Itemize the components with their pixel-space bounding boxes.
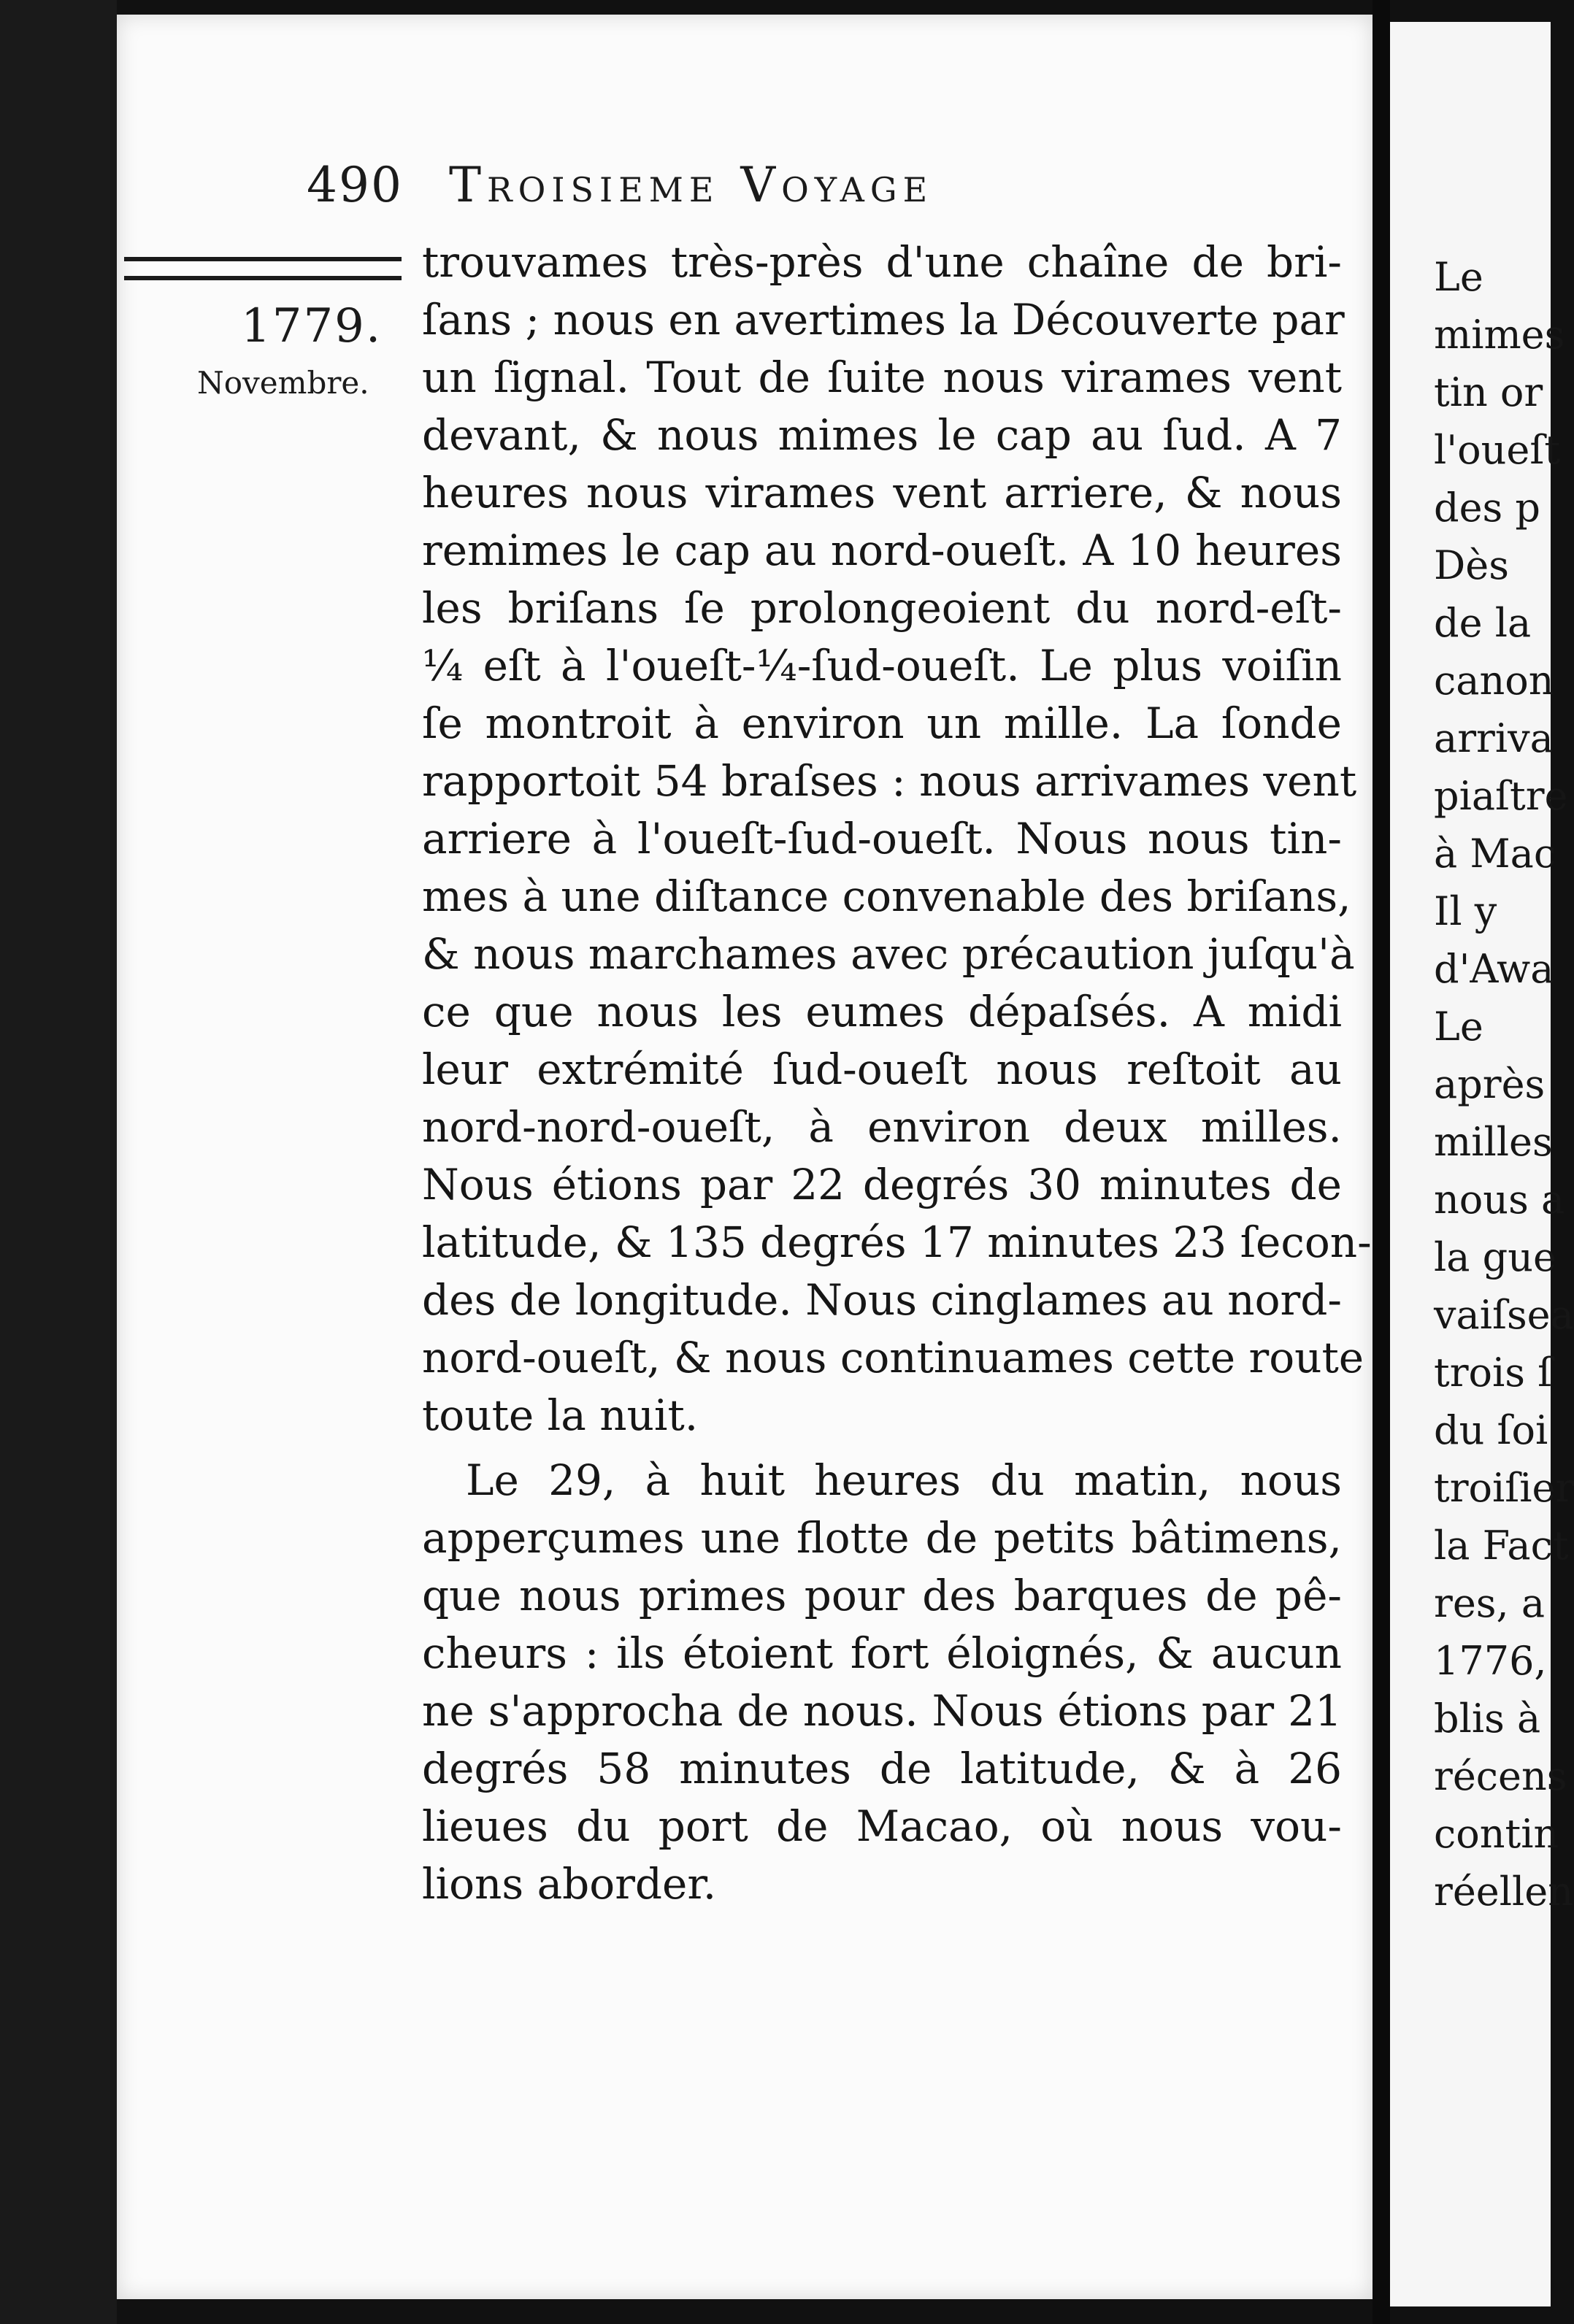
paragraph-2 [422, 1452, 1342, 1913]
text-line: nord-nord-oueſt, à environ deux milles. [422, 1102, 1342, 1152]
text-line: cheurs : ils étoient fort éloignés, & aucun [422, 1628, 1342, 1678]
text-line: la gue [1434, 1234, 1556, 1280]
text-line: Le 29, à huit heures du matin, nous [466, 1455, 1342, 1505]
text-line: à Mac [1434, 831, 1556, 877]
text-line: arriva [1434, 715, 1554, 761]
text-line: après [1434, 1061, 1546, 1107]
text-line: leur extrémité ſud-oueſt nous reſtoit au [422, 1044, 1342, 1094]
text-line: heures nous virames vent arriere, & nous [422, 468, 1342, 517]
text-line: mes à une diſtance convenable des briſans, [422, 872, 1351, 921]
text-line: blis à [1434, 1696, 1541, 1742]
text-line: vaiſsea [1434, 1292, 1574, 1338]
text-line: lions aborder. [422, 1859, 717, 1909]
text-line: récens [1434, 1753, 1567, 1799]
text-line: contin [1434, 1811, 1559, 1857]
paragraph-1 [422, 234, 1372, 1444]
text-line: toute la nuit. [422, 1390, 699, 1440]
text-line: piaſtre [1434, 773, 1568, 819]
margin-month: Novembre. [197, 365, 369, 401]
text-line: Dès [1434, 542, 1509, 588]
text-line: que nous primes pour des barques de pê- [422, 1571, 1342, 1620]
text-line: rapportoit 54 braſses : nous arrivames vent [422, 756, 1357, 806]
text-line: 1776, [1434, 1638, 1547, 1684]
text-line: Il y [1434, 888, 1497, 934]
text-line: ſans ; nous en avertimes la Découverte par [422, 295, 1345, 345]
text-line: milles [1434, 1119, 1553, 1165]
margin-year: 1779. [241, 299, 383, 353]
text-line: arriere à l'oueſt-ſud-oueſt. Nous nous tin- [422, 814, 1342, 863]
text-line: tin or [1434, 369, 1543, 415]
text-line: ſe montroit à environ un mille. La ſonde [422, 699, 1342, 748]
text-line: ¼ eſt à l'oueſt-¼-ſud-oueſt. Le plus voiſin [422, 641, 1342, 690]
text-line: canon [1434, 658, 1554, 704]
text-line: Nous étions par 22 degrés 30 minutes de [422, 1160, 1342, 1209]
text-line: & nous marchames avec précaution juſqu'à [422, 929, 1355, 979]
text-line: un ſignal. Tout de ſuite nous virames vent [422, 353, 1342, 402]
text-line: devant, & nous mimes le cap au ſud. A 7 [422, 410, 1342, 460]
text-line: apperçumes une flotte de petits bâtimens, [422, 1513, 1342, 1563]
page-number: 490 [307, 157, 403, 213]
text-line: nord-oueſt, & nous continuames cette route [422, 1333, 1364, 1382]
text-line: latitude, & 135 degrés 17 minutes 23 ſecon- [422, 1217, 1372, 1267]
facing-page [1390, 22, 1574, 2306]
text-line: réellen [1434, 1869, 1574, 1915]
text-line: Le [1434, 254, 1483, 300]
text-line: des de longitude. Nous cinglames au nord- [422, 1275, 1342, 1325]
text-line: l'oueſt [1434, 427, 1561, 473]
text-line: troiſier [1434, 1465, 1574, 1511]
text-line: degrés 58 minutes de latitude, & à 26 [422, 1744, 1342, 1793]
text-line: de la [1434, 600, 1532, 646]
text-line: ce que nous les eumes dépaſsés. A midi [422, 987, 1342, 1036]
text-line: trois ſ [1434, 1350, 1553, 1396]
text-line: Le [1434, 1004, 1483, 1050]
text-line: res, a [1434, 1580, 1546, 1626]
text-line: les briſans ſe prolongeoient du nord-eſt- [422, 583, 1342, 633]
text-line: d'Awa [1434, 946, 1554, 992]
text-line: mimes [1434, 312, 1565, 358]
scan-border [0, 0, 117, 2324]
facing-page-text [1434, 248, 1574, 1920]
text-line: ne s'approcha de nous. Nous étions par 21 [422, 1686, 1342, 1736]
margin-rule [124, 257, 402, 280]
text-line: du ſoi [1434, 1407, 1548, 1453]
text-line: remimes le cap au nord-oueſt. A 10 heures [422, 526, 1342, 575]
body-text [422, 234, 1372, 1913]
running-header [307, 157, 933, 213]
running-title: Troisieme Voyage [448, 157, 934, 213]
text-line: des p [1434, 485, 1540, 531]
book-gutter [1373, 0, 1390, 2324]
text-line: la Fact [1434, 1523, 1569, 1569]
text-line: trouvames très-près d'une chaîne de bri- [422, 237, 1342, 287]
text-line: nous a [1434, 1177, 1565, 1223]
text-line: lieues du port de Macao, où nous vou- [422, 1801, 1342, 1851]
